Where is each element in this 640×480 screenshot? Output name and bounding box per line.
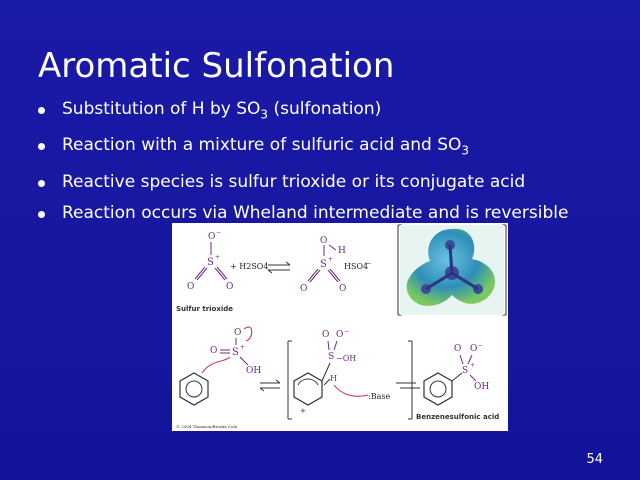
sulfur-trioxide-structure — [187, 229, 233, 292]
svg-text:O: O — [320, 236, 328, 246]
copyright-text: © 2004 Thomson/Brooks Cole — [176, 424, 238, 429]
svg-text:+: + — [328, 256, 334, 263]
svg-text:O: O — [339, 284, 347, 294]
byproduct-charge: − — [366, 260, 372, 267]
base-label: :Base — [368, 392, 391, 401]
bullet-text: Reaction occurs via Wheland intermediate and is reversible — [62, 202, 569, 223]
bullet-dot — [38, 180, 45, 187]
svg-text:O: O — [208, 232, 216, 242]
svg-text:−: − — [216, 229, 222, 236]
svg-text:S: S — [328, 352, 335, 362]
svg-text:OH: OH — [474, 382, 490, 392]
bullet-text-after: (sulfonation) — [268, 99, 382, 119]
reagent-text: + H2SO4 — [230, 262, 269, 271]
svg-text:H: H — [338, 246, 346, 256]
equilibrium-arrow-1 — [268, 262, 290, 273]
bullet-subscript: 3 — [461, 143, 470, 158]
bullet-text: Reaction with a mixture of sulfuric acid and SO — [62, 135, 462, 156]
bullet-list — [38, 100, 598, 235]
bullet-subscript: 3 — [260, 107, 269, 122]
svg-text:O: O — [454, 344, 462, 354]
benzene-ring-reactant — [180, 373, 208, 405]
svg-text:+: + — [470, 362, 476, 369]
svg-text:O: O — [322, 330, 330, 340]
svg-text:O: O — [336, 330, 344, 340]
svg-text:−: − — [344, 328, 350, 335]
product-label: Benzenesulfonic acid — [416, 413, 500, 421]
benzenesulfonic-acid-structure — [424, 342, 489, 405]
oh-group: OH — [246, 366, 262, 376]
equilibrium-arrow-3 — [396, 383, 420, 388]
svg-text:+: + — [240, 344, 246, 351]
bullet-dot — [38, 107, 45, 114]
byproduct-text: HSO4 — [344, 262, 369, 271]
svg-text:O: O — [300, 284, 308, 294]
protonated-sulfur-trioxide — [300, 236, 346, 294]
bullet-item — [38, 100, 598, 124]
svg-text:S: S — [207, 257, 214, 268]
bullet-item — [38, 136, 598, 160]
svg-text:−: − — [478, 342, 484, 349]
equilibrium-arrow-2 — [260, 380, 280, 391]
svg-text:O: O — [210, 346, 218, 356]
mechanism-svg — [172, 223, 508, 431]
svg-text:S: S — [320, 259, 327, 270]
svg-text:O: O — [234, 328, 242, 338]
electrostatic-model — [398, 225, 506, 315]
slide-title: Aromatic Sulfonation — [38, 46, 395, 86]
svg-text:S: S — [462, 366, 469, 376]
reaction-mechanism-figure — [172, 223, 508, 431]
bullet-text: Substitution of H by SO — [62, 99, 261, 119]
bullet-item — [38, 173, 598, 192]
svg-text:O: O — [226, 282, 234, 292]
svg-text:+: + — [215, 254, 221, 261]
electrophile-attack — [202, 327, 261, 376]
bullet-item — [38, 204, 598, 223]
bullet-dot — [38, 143, 45, 150]
svg-text:S: S — [232, 347, 239, 358]
bullet-text: Reactive species is sulfur trioxide or its conjugate acid — [62, 171, 526, 192]
svg-text:O: O — [470, 344, 478, 354]
bullet-dot — [38, 211, 45, 218]
svg-text:−OH: −OH — [336, 354, 357, 363]
wheland-intermediate — [288, 328, 412, 419]
svg-text:H: H — [330, 374, 337, 383]
sulfur-trioxide-label: Sulfur trioxide — [176, 305, 234, 313]
page-number: 54 — [586, 452, 603, 467]
svg-text:+: + — [300, 407, 306, 415]
svg-text:O: O — [187, 282, 195, 292]
